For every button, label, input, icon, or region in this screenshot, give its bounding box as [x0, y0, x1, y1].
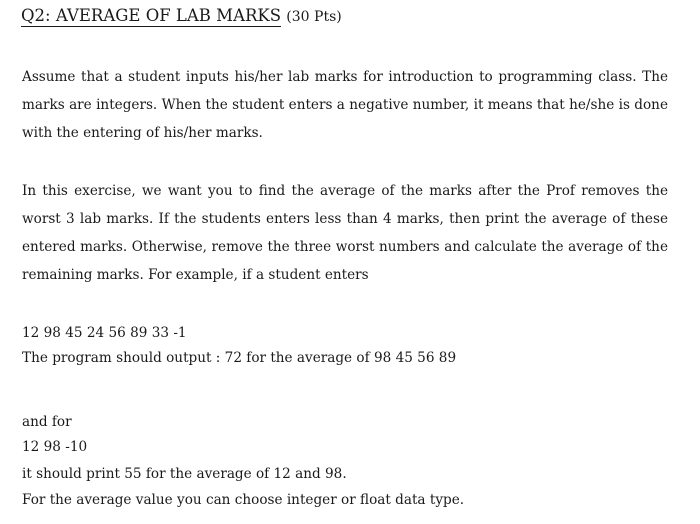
task-paragraph: In this exercise, we want you to find the average of the marks after the Prof removes the worst 3 lab marks. If the students enters less than 4 marks, then print the average of these entered marks. Otherwise, remove the three worst numbers and calculate the average of the remaining marks. For example, if a student enters [22, 183, 668, 283]
and-for-text: and for [22, 414, 72, 430]
example-input-1: 12 98 45 24 56 89 33 -1 [22, 325, 187, 341]
question-label: Q2: [21, 6, 51, 25]
example-input-2: 12 98 -10 [22, 439, 88, 455]
intro-paragraph: Assume that a student inputs his/her lab marks for introduction to programming class. The marks are integers. When the student enters a negative number, it means that he/she is done with the entering of his/her marks. [22, 69, 668, 141]
question-title-underlined [21, 6, 281, 27]
question-heading [21, 5, 342, 28]
question-points: (30 Pts) [286, 9, 342, 25]
data-type-note: For the average value you can choose integer or float data type. [22, 492, 465, 508]
example-output-1: The program should output : 72 for the average of 98 45 56 89 [22, 350, 457, 366]
question-title: AVERAGE OF LAB MARKS [55, 6, 282, 25]
example-output-2: it should print 55 for the average of 12 and 98. [22, 466, 347, 482]
